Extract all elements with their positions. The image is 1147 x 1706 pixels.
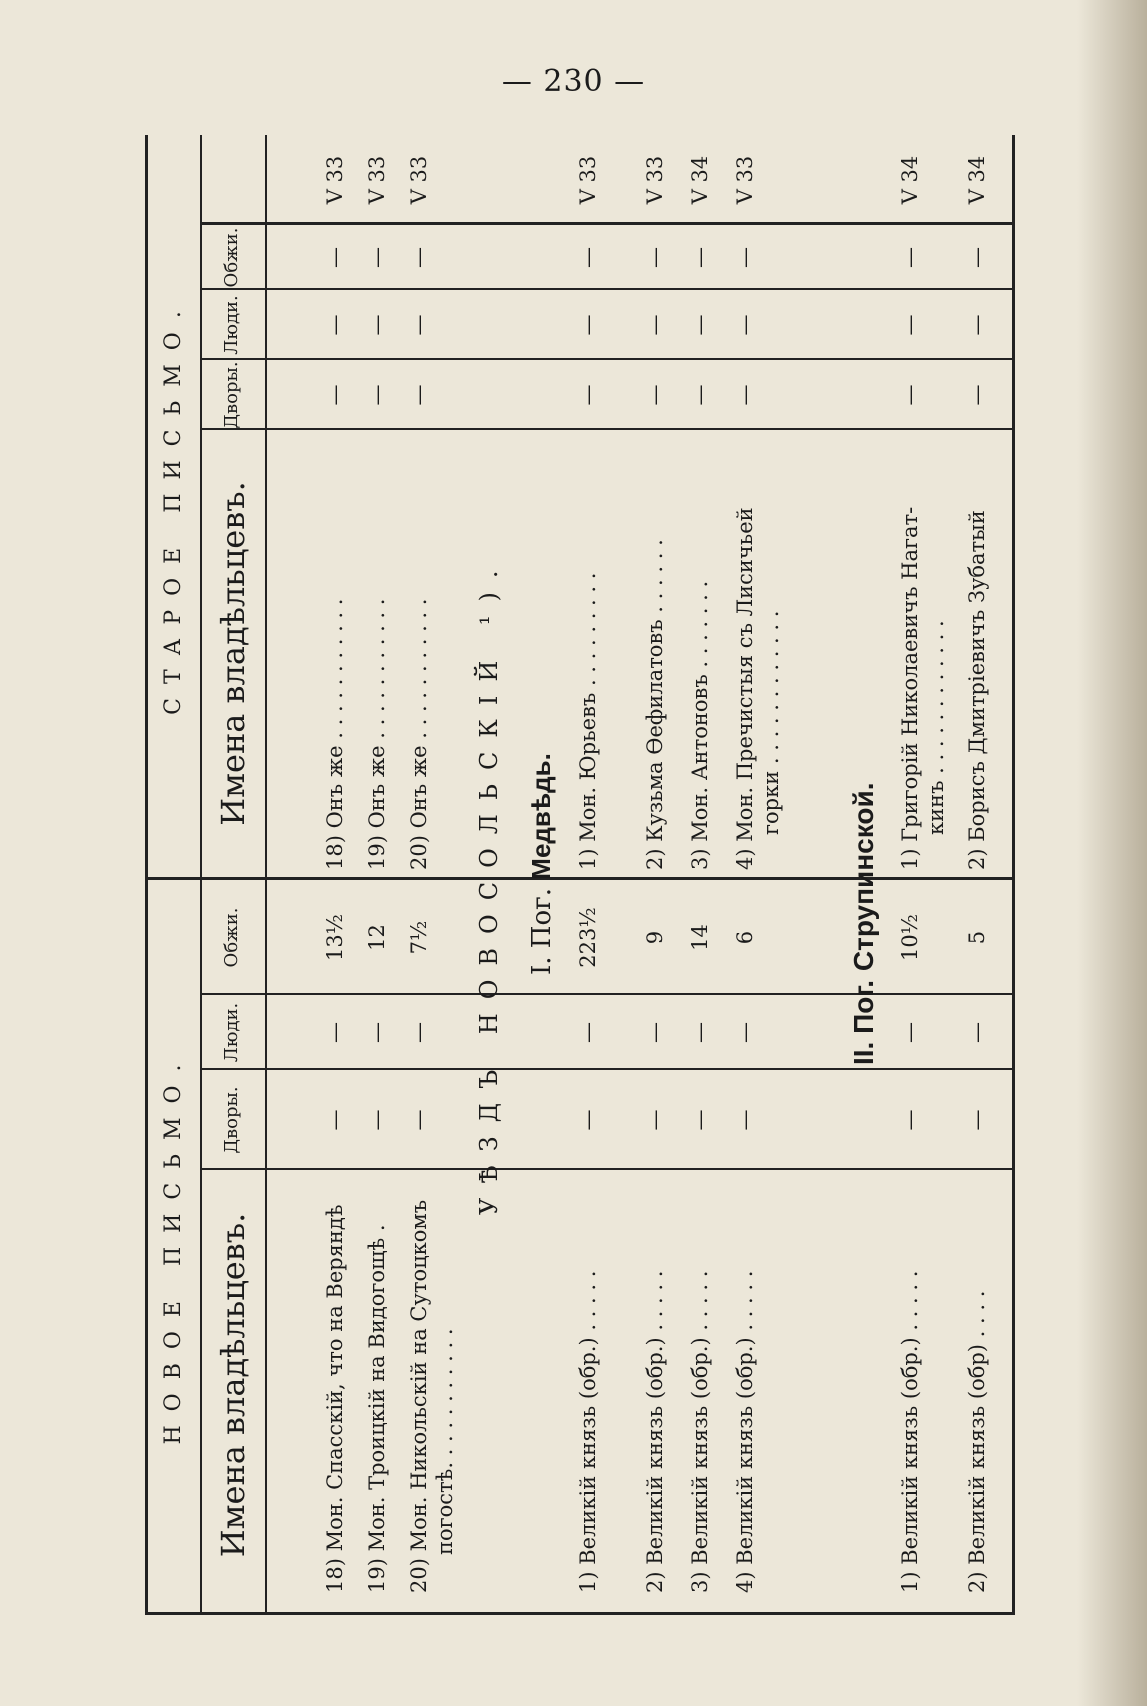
old-obzhi-cell: — xyxy=(898,247,922,268)
col-line-2 xyxy=(200,1069,1015,1071)
col-line-7 xyxy=(200,222,1015,225)
ref-cell: V 33 xyxy=(407,155,431,205)
col-line-3 xyxy=(200,994,1015,996)
new-name-cell-continued: погостѣ. . . . . . . . . . . xyxy=(433,1328,457,1555)
new-yards-cell: — xyxy=(407,1109,431,1131)
new-obzhi-cell: 13½ xyxy=(323,913,347,962)
new-name-cell: 2) Великій князь (обр) . . . . xyxy=(965,1290,989,1593)
header-owner-names-old: Имена владѣльцевъ. xyxy=(214,481,252,826)
col-line-4 xyxy=(200,429,1015,431)
new-yards-cell: — xyxy=(965,1109,989,1131)
new-obzhi-cell: 6 xyxy=(733,930,757,945)
table-top-border xyxy=(145,135,148,1615)
new-people-cell: — xyxy=(733,1022,757,1043)
header-obzhi-new: Обжи. xyxy=(221,907,242,968)
ref-cell: V 33 xyxy=(576,155,600,205)
new-yards-cell: — xyxy=(898,1109,922,1131)
header-rule-new xyxy=(200,880,202,1615)
old-people-cell: — xyxy=(365,314,389,336)
pogost-2-heading xyxy=(850,783,878,1065)
old-name-cell: 2) Борисъ Дмитріевичъ Зубатый xyxy=(965,510,989,870)
pogost-1-name: Медвѣдь. xyxy=(526,753,556,880)
new-yards-cell: — xyxy=(323,1109,347,1131)
ref-cell: V 34 xyxy=(688,155,712,205)
new-people-cell: — xyxy=(576,1022,600,1043)
header-yards-new: Дворы. xyxy=(221,1086,242,1154)
pogost-1-heading xyxy=(528,753,555,975)
old-people-cell: — xyxy=(965,314,989,336)
old-people-cell: — xyxy=(688,314,712,336)
old-obzhi-cell: — xyxy=(407,247,431,268)
new-obzhi-cell: 12 xyxy=(365,924,389,951)
pogost-2-name: Струпинской. xyxy=(848,782,879,972)
new-name-cell: 19) Мон. Троицкій на Видогощѣ . xyxy=(365,1224,389,1593)
header-new-census: НОВОЕ ПИСЬМО. xyxy=(161,1050,186,1445)
new-obzhi-cell: 14 xyxy=(688,924,712,951)
new-name-cell: 2) Великій князь (обр.) . . . . . xyxy=(643,1270,667,1593)
header-obzhi-old: Обжи. xyxy=(221,227,242,288)
table-left-border xyxy=(145,1612,1015,1615)
new-people-cell: — xyxy=(688,1022,712,1043)
new-yards-cell: — xyxy=(643,1109,667,1131)
old-obzhi-cell: — xyxy=(733,247,757,268)
ref-cell: V 33 xyxy=(323,155,347,205)
new-name-cell: 3) Великій князь (обр.) . . . . . xyxy=(688,1270,712,1593)
new-obzhi-cell: 5 xyxy=(965,930,989,945)
ref-cell: V 33 xyxy=(643,155,667,205)
old-name-cell: 3) Мон. Антоновъ . . . . . . . xyxy=(688,580,712,870)
ref-cell: V 33 xyxy=(733,155,757,205)
page-edge-shadow xyxy=(1077,0,1147,1706)
old-obzhi-cell: — xyxy=(965,247,989,268)
old-yards-cell: — xyxy=(688,384,712,406)
old-yards-cell: — xyxy=(643,384,667,406)
new-obzhi-cell: 9 xyxy=(643,930,667,945)
new-people-cell: — xyxy=(643,1022,667,1043)
table-body xyxy=(145,135,1015,1615)
page-number: — 230 — xyxy=(501,64,646,99)
old-name-cell: 19) Онъ же . . . . . . . . . . . xyxy=(365,598,389,870)
header-people-old: Люди. xyxy=(221,295,242,355)
new-name-cell: 4) Великій князь (обр.) . . . . . xyxy=(733,1270,757,1593)
old-name-cell: 18) Онъ же . . . . . . . . . . . xyxy=(323,598,347,870)
header-yards-old: Дворы. xyxy=(221,361,242,429)
ref-cell: V 34 xyxy=(898,155,922,205)
pogost-1-label: I. Пог. xyxy=(527,887,557,975)
old-obzhi-cell: — xyxy=(365,247,389,268)
old-yards-cell: — xyxy=(407,384,431,406)
old-yards-cell: — xyxy=(365,384,389,406)
old-obzhi-cell: — xyxy=(643,247,667,268)
old-yards-cell: — xyxy=(733,384,757,406)
new-obzhi-cell: 7½ xyxy=(407,920,431,955)
new-name-cell: 18) Мон. Спасскій, что на Веряндѣ xyxy=(323,1204,347,1593)
old-name-cell: 1) Григорій Николаевичъ Нагат- xyxy=(898,506,922,870)
old-obzhi-cell: — xyxy=(688,247,712,268)
header-owner-names-new: Имена владѣльцевъ. xyxy=(214,1212,252,1558)
old-yards-cell: — xyxy=(898,384,922,406)
old-people-cell: — xyxy=(407,314,431,336)
new-people-cell: — xyxy=(407,1022,431,1043)
col-line-1 xyxy=(200,1169,1015,1171)
ref-cell: V 33 xyxy=(365,155,389,205)
old-name-cell-continued: кинъ . . . . . . . . . . . . xyxy=(924,620,948,835)
old-name-cell: 4) Мон. Пречистыя съ Лисичьей xyxy=(733,507,757,870)
census-table xyxy=(145,135,1015,1615)
new-people-cell: — xyxy=(898,1022,922,1043)
old-people-cell: — xyxy=(323,314,347,336)
header-bottom-rule xyxy=(265,135,267,1615)
old-yards-cell: — xyxy=(965,384,989,406)
new-name-cell: 20) Мон. Никольскій на Сутоцкомъ xyxy=(407,1199,431,1593)
old-name-cell: 2) Кузьма Ѳефилатовъ . . . . . . xyxy=(643,539,667,870)
old-name-cell-continued: горки . . . . . . . . . . . . xyxy=(759,610,783,835)
old-people-cell: — xyxy=(898,314,922,336)
new-yards-cell: — xyxy=(365,1109,389,1131)
new-people-cell: — xyxy=(965,1022,989,1043)
new-name-cell: 1) Великій князь (обр.) . . . . . xyxy=(576,1270,600,1593)
new-name-cell: 1) Великій князь (обр.) . . . . . xyxy=(898,1270,922,1593)
new-people-cell: — xyxy=(323,1022,347,1043)
old-name-cell: 20) Онъ же . . . . . . . . . . . xyxy=(407,598,431,870)
col-line-6 xyxy=(200,289,1015,291)
new-yards-cell: — xyxy=(576,1109,600,1131)
table-bottom-border xyxy=(1012,135,1015,1615)
header-people-new: Люди. xyxy=(221,1002,242,1063)
old-yards-cell: — xyxy=(576,384,600,406)
col-line-5 xyxy=(200,359,1015,361)
old-name-cell: 1) Мон. Юрьевъ . . . . . . . . . xyxy=(576,572,600,870)
old-obzhi-cell: — xyxy=(576,247,600,268)
new-obzhi-cell: 10½ xyxy=(898,913,922,962)
pogost-2-label: II. Пог. xyxy=(848,980,879,1065)
new-obzhi-cell: 223½ xyxy=(576,907,600,968)
new-yards-cell: — xyxy=(733,1109,757,1131)
header-rule-old xyxy=(200,135,202,880)
old-people-cell: — xyxy=(643,314,667,336)
new-yards-cell: — xyxy=(688,1109,712,1131)
old-people-cell: — xyxy=(576,314,600,336)
new-people-cell: — xyxy=(365,1022,389,1043)
old-people-cell: — xyxy=(733,314,757,336)
uezd-title: УѢЗДЪ НОВОСОЛЬСКІЙ ¹). xyxy=(475,556,503,1215)
ref-cell: V 34 xyxy=(965,155,989,205)
old-obzhi-cell: — xyxy=(323,247,347,268)
old-yards-cell: — xyxy=(323,384,347,406)
header-old-census: СТАРОЕ ПИСЬМО. xyxy=(161,297,186,715)
